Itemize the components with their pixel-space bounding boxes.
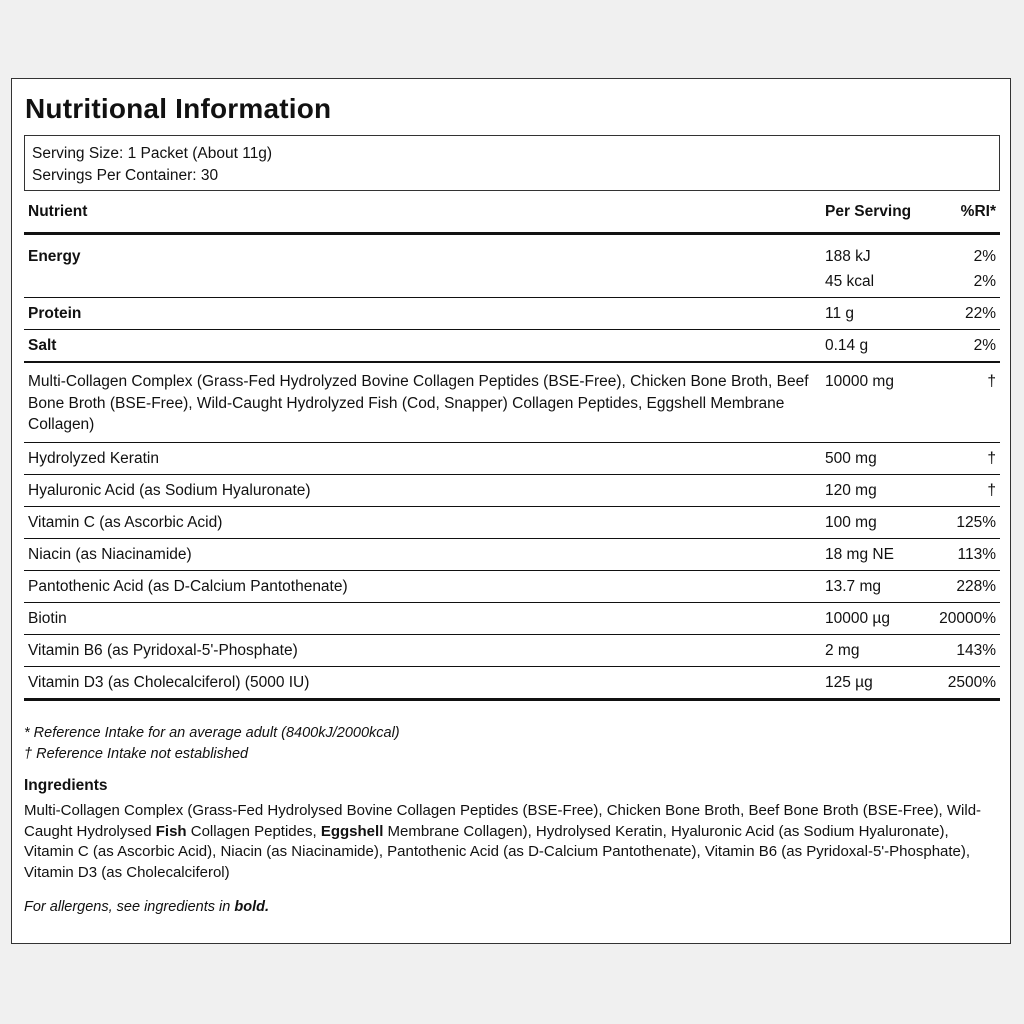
table-row-keratin — [24, 442, 1000, 474]
nutrient-name: Vitamin B6 (as Pyridoxal-5'-Phosphate) — [24, 634, 819, 666]
table-row-niacin — [24, 538, 1000, 570]
ingredients-part2: Collagen Peptides, — [186, 822, 321, 840]
nutrient-ri: 143% — [934, 634, 1000, 666]
nutrient-amount: 10000 µg — [819, 602, 934, 634]
nutrient-ri: 228% — [934, 570, 1000, 602]
nutrient-name: Pantothenic Acid (as D-Calcium Pantothenate) — [24, 570, 819, 602]
table-row-vitamin-d3 — [24, 666, 1000, 699]
ingredients-text — [24, 801, 992, 883]
ingredients-part1: Multi-Collagen Complex (Grass-Fed Hydrolysed Bovine Collagen Peptides (BSE-Free), Chicken Bone Broth, Beef Bone Broth (BSE-Free), Wild-Caught Hydrolysed — [24, 802, 982, 840]
nutrient-ri: 20000% — [934, 602, 1000, 634]
nutrient-name: Niacin (as Niacinamide) — [24, 538, 819, 570]
ingredients-title: Ingredients — [24, 777, 108, 794]
header-nutrient: Nutrient — [24, 192, 819, 234]
nutrient-amount: 11 g — [819, 298, 934, 330]
table-row-energy-kcal — [24, 266, 1000, 298]
table-row-multi-collagen — [24, 362, 1000, 442]
table-row-protein — [24, 298, 1000, 330]
table-row-vitamin-c — [24, 506, 1000, 538]
nutrient-ri: 2% — [973, 248, 996, 265]
nutrient-name: Protein — [24, 298, 819, 330]
ingredients-allergen-eggshell: Eggshell — [320, 822, 384, 840]
footnotes — [24, 723, 400, 765]
table-row-hyaluronic — [24, 474, 1000, 506]
nutrient-name: Energy — [28, 248, 81, 265]
nutrient-ri: 2% — [934, 330, 1000, 363]
nutrient-name: Hydrolyzed Keratin — [24, 442, 819, 474]
footnote-not-established: † Reference Intake not established — [24, 746, 249, 762]
servings-per-container: Servings Per Container: 30 — [32, 166, 219, 184]
table-row-salt — [24, 330, 1000, 363]
header-ri: %RI* — [934, 192, 1000, 234]
nutrition-panel — [11, 78, 1011, 944]
nutrient-ri: 2500% — [934, 666, 1000, 699]
nutrient-ri: † — [934, 362, 1000, 442]
nutrient-name-empty — [24, 266, 819, 298]
nutrient-name: Vitamin D3 (as Cholecalciferol) (5000 IU) — [24, 666, 819, 699]
allergen-text: For allergens, see ingredients in — [24, 899, 235, 915]
page-title: Nutritional Information — [25, 93, 332, 124]
nutrient-ri: 22% — [934, 298, 1000, 330]
table-row-biotin — [24, 602, 1000, 634]
table-row-vitamin-b6 — [24, 634, 1000, 666]
nutrient-name: Biotin — [24, 602, 819, 634]
nutrient-amount: 120 mg — [819, 474, 934, 506]
nutrient-name: Multi-Collagen Complex (Grass-Fed Hydrolyzed Bovine Collagen Peptides (BSE-Free), Chicken Bone Broth, Beef Bone Broth (BSE-Free), Wild-Caught Hydrolyzed Fish (Cod, Snapper) Collagen Peptides, Eggshell Membrane Collagen) — [24, 362, 819, 442]
header-per-serving: Per Serving — [819, 192, 934, 234]
ingredients-part3: Membrane Collagen), Hydrolysed Keratin, Hyaluronic Acid (as Sodium Hyaluronate), Vitamin C (as Ascorbic Acid), Niacin (as Niacinamide), Pantothenic Acid (as D-Calcium Pantothenate), Vitamin B6 (as Pyridoxal-5'-Phosphate), Vitamin D3 (as Cholecalciferol) — [24, 822, 971, 881]
nutrient-name: Hyaluronic Acid (as Sodium Hyaluronate) — [24, 474, 819, 506]
nutrient-amount: 188 kJ — [825, 248, 871, 265]
table-header-row — [24, 192, 1000, 234]
nutrient-ri: † — [934, 474, 1000, 506]
nutrient-amount: 2 mg — [819, 634, 934, 666]
nutrient-ri: † — [934, 442, 1000, 474]
footnote-ri: * Reference Intake for an average adult (8400kJ/2000kcal) — [24, 725, 400, 741]
nutrient-amount: 10000 mg — [819, 362, 934, 442]
allergen-note — [24, 899, 269, 915]
nutrient-amount: 500 mg — [819, 442, 934, 474]
nutrient-amount: 125 µg — [819, 666, 934, 699]
nutrient-name: Salt — [24, 330, 819, 363]
nutrient-amount: 0.14 g — [819, 330, 934, 363]
nutrient-amount: 45 kcal — [819, 266, 934, 298]
serving-size: Serving Size: 1 Packet (About 11g) — [32, 145, 273, 162]
nutrient-amount: 100 mg — [819, 506, 934, 538]
serving-box — [24, 135, 1000, 191]
nutrient-name: Vitamin C (as Ascorbic Acid) — [24, 506, 819, 538]
nutrition-table — [24, 192, 1000, 701]
nutrient-ri: 125% — [934, 506, 1000, 538]
nutrient-ri: 113% — [934, 538, 1000, 570]
allergen-bold: bold. — [234, 899, 270, 915]
nutrient-amount: 18 mg NE — [819, 538, 934, 570]
ingredients-allergen-fish: Fish — [155, 822, 187, 840]
table-row-pantothenic — [24, 570, 1000, 602]
table-row-energy-kj — [24, 234, 1000, 267]
nutrient-ri: 2% — [934, 266, 1000, 298]
nutrient-amount: 13.7 mg — [819, 570, 934, 602]
